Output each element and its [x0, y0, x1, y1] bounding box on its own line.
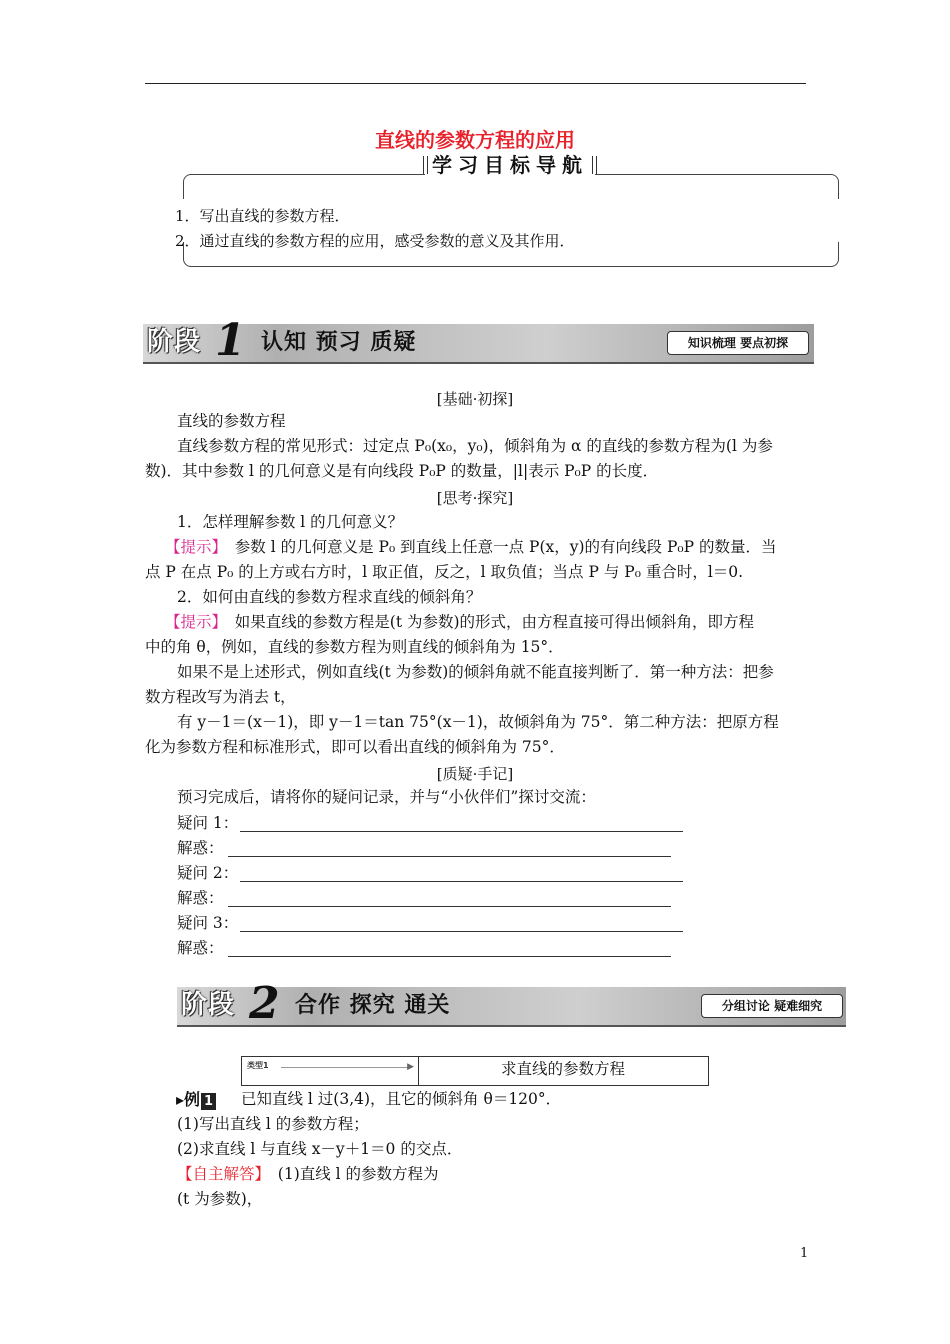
hint-2-text: 如果直线的参数方程是(t 为参数)的形式，由方程直接可得出倾斜角，即方程 [234, 613, 755, 631]
answer-text-1: (1)直线 l 的参数方程为 [277, 1165, 439, 1183]
example-number: 1 [201, 1093, 216, 1110]
page-title: 直线的参数方程的应用 [375, 128, 575, 152]
header-rule [145, 83, 806, 84]
goal-item-1: 1．写出直线的参数方程． [175, 207, 350, 225]
type-bar [241, 1056, 709, 1086]
note-line-2[interactable] [228, 856, 671, 857]
note-line-5[interactable] [240, 931, 683, 932]
note-answer-1: 解惑： [177, 839, 224, 857]
hint-2-label: 【提示】 [165, 613, 220, 631]
note-intro: 预习完成后，请将你的疑问记录，并与“小伙伴们”探讨交流： [177, 788, 596, 806]
answer-line-1 [177, 1162, 439, 1184]
page-number: 1 [800, 1246, 809, 1261]
answer-line-2: (t 为参数)， [177, 1190, 263, 1208]
basic-topic: 直线的参数方程 [177, 412, 286, 430]
type-tag-label: 类型1 [247, 1061, 269, 1070]
example-question-1: (1)写出直线 l 的参数方程； [177, 1115, 369, 1133]
stage-2-heading: 合作 探究 通关 [295, 993, 451, 1018]
note-line-4[interactable] [228, 906, 671, 907]
hint-1-line-2: 点 P 在点 P₀ 的上方或右方时，l 取正值，反之，l 取负值；当点 P 与 P₀ 重合时，l＝0. [145, 563, 744, 581]
note-answer-2: 解惑： [177, 889, 224, 907]
note-question-2: 疑问 2： [177, 864, 239, 882]
example-question-2: (2)求直线 l 与直线 x－y＋1＝0 的交点． [177, 1140, 463, 1158]
type-title: 求直线的参数方程 [500, 1060, 625, 1078]
goals-header: 学习目标导航 [425, 152, 595, 178]
note-question-1: 疑问 1： [177, 814, 239, 832]
note-question-3: 疑问 3： [177, 914, 239, 932]
stage-2-word: 阶段 [181, 990, 236, 1020]
hint-2-line-2: 中的角 θ，例如，直线的参数方程为则直线的倾斜角为 15°． [145, 638, 564, 656]
note-line-6[interactable] [228, 956, 671, 957]
note-answer-3: 解惑： [177, 939, 224, 957]
para-3-line-2: 数方程改写为消去 t， [145, 688, 296, 706]
stage-1-word: 阶段 [147, 327, 202, 357]
stage-2-banner [177, 978, 846, 1029]
stage-1-number: 1 [215, 315, 246, 366]
section-basic: [基础·初探] [436, 390, 514, 408]
stage-2-number: 2 [249, 978, 280, 1029]
stage-1-heading: 认知 预习 质疑 [261, 330, 417, 355]
example-arrow-icon: ▸ [176, 1090, 185, 1109]
para-4-line-1: 有 y－1＝(x－1)，即 y－1＝tan 75°(x－1)，故倾斜角为 75°．第二种方法：把原方程 [177, 713, 779, 731]
type-tag-line [281, 1067, 409, 1068]
note-line-3[interactable] [240, 881, 683, 882]
hint-1-label: 【提示】 [165, 538, 220, 556]
section-note: [质疑·手记] [436, 765, 514, 783]
question-1: 1．怎样理解参数 l 的几何意义？ [177, 513, 404, 531]
stage-1-banner [143, 315, 814, 366]
type-bar-left [242, 1057, 419, 1085]
question-2: 2．如何由直线的参数方程求直线的倾斜角？ [177, 588, 482, 606]
stage-2-tag: 分组讨论 疑难细究 [701, 994, 843, 1018]
hint-1-text: 参数 l 的几何意义是 P₀ 到直线上任意一点 P(x，y)的有向线段 P₀P 的数量．当 [234, 538, 777, 556]
para-4-line-2: 化为参数方程和标准形式，即可以看出直线的倾斜角为 75°． [145, 738, 565, 756]
para-3-line-1: 如果不是上述形式，例如直线(t 为参数)的倾斜角就不能直接判断了．第一种方法：把参 [177, 663, 774, 681]
basic-text-line-1: 直线参数方程的常见形式：过定点 P₀(x₀，y₀)，倾斜角为 α 的直线的参数方程为(l 为参 [177, 437, 773, 455]
arrow-right-icon: ▶ [407, 1062, 414, 1072]
example-label [176, 1087, 216, 1110]
hint-1-line-1 [145, 535, 807, 560]
goal-item-2: 2．通过直线的参数方程的应用，感受参数的意义及其作用． [175, 232, 575, 250]
section-think: [思考·探究] [436, 489, 514, 507]
type-tag [245, 1060, 414, 1074]
hint-2-line-1 [145, 610, 807, 635]
example-word: 例 [184, 1090, 201, 1109]
note-line-1[interactable] [240, 831, 683, 832]
basic-text-line-2: 数)．其中参数 l 的几何意义是有向线段 P₀P 的数量，|l|表示 P₀P 的长度． [145, 462, 659, 480]
example-text: 已知直线 l 过(3,4)，且它的倾斜角 θ＝120°． [241, 1090, 562, 1108]
stage-1-tag: 知识梳理 要点初探 [667, 331, 809, 355]
answer-label: 【自主解答】 [177, 1165, 263, 1183]
